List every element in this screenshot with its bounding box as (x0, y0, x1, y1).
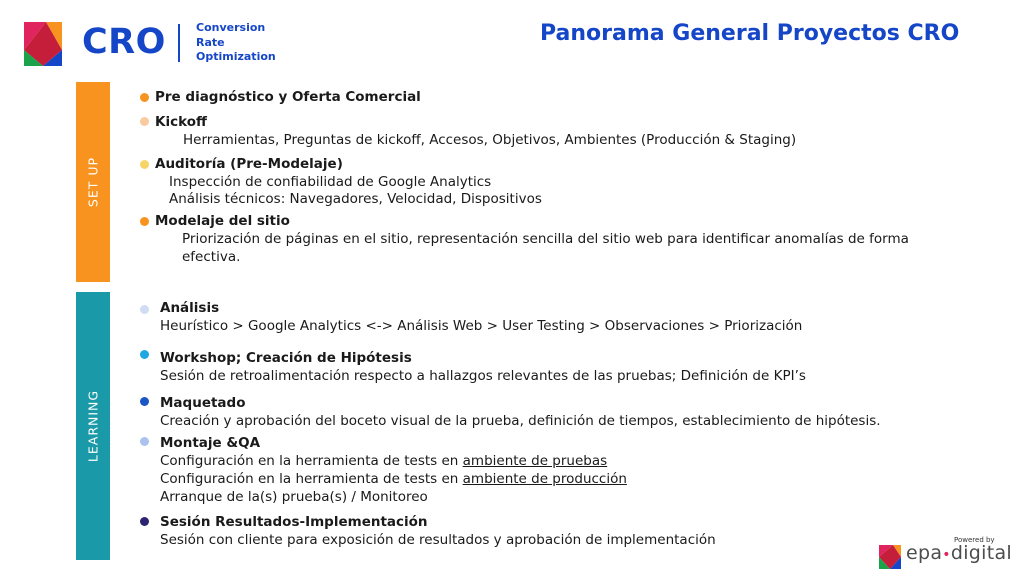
setup-section-label: SET UP (85, 156, 101, 208)
item-detail: Análisis técnicos: Navegadores, Velocidad, Dispositivos (169, 191, 542, 207)
bullet-dot-icon (140, 397, 149, 406)
item-detail: efectiva. (182, 249, 241, 265)
bullet-dot-icon (140, 160, 149, 169)
item-title: Modelaje del sitio (155, 213, 290, 229)
brand-left: epa (906, 542, 943, 564)
item-detail: Heurístico > Google Analytics <-> Análisis Web > User Testing > Observaciones > Priorización (160, 318, 803, 334)
item-detail: Inspección de confiabilidad de Google Analytics (169, 174, 492, 190)
cro-logo-icon (24, 20, 62, 66)
item-title: Sesión Resultados-Implementación (160, 514, 428, 530)
learning-section-label: LEARNING (85, 389, 101, 463)
item-title: Pre diagnóstico y Oferta Comercial (155, 89, 421, 105)
logo-subtitle-line: Rate (196, 35, 225, 49)
item-detail: Priorización de páginas en el sitio, representación sencilla del sitio web para identificar anomalías de forma (182, 231, 909, 247)
item-detail: Sesión de retroalimentación respecto a hallazgos relevantes de las pruebas; Definición de KPI’s (160, 368, 806, 384)
bullet-dot-icon (140, 117, 149, 126)
bullet-dot-icon (140, 93, 149, 102)
logo-divider (178, 24, 180, 62)
item-title: Kickoff (155, 114, 207, 130)
item-detail: Arranque de la(s) prueba(s) / Monitoreo (160, 489, 428, 505)
environment-link[interactable]: ambiente de pruebas (462, 453, 608, 469)
item-detail-prefix: Configuración en la herramienta de tests en (160, 471, 463, 487)
item-detail: Sesión con cliente para exposición de resultados y aprobación de implementación (160, 532, 716, 548)
setup-section-bar (76, 82, 110, 282)
item-detail-prefix: Configuración en la herramienta de tests en (160, 453, 463, 469)
logo-text: CRO (82, 22, 166, 62)
item-detail (160, 453, 607, 470)
item-title: Workshop; Creación de Hipótesis (160, 350, 412, 366)
bullet-dot-icon (140, 437, 149, 446)
item-title: Auditoría (Pre-Modelaje) (155, 156, 343, 172)
logo-subtitle-line: Optimization (196, 50, 276, 63)
bullet-dot-icon (140, 517, 149, 526)
item-title: Maquetado (160, 395, 246, 411)
item-detail: Creación y aprobación del boceto visual de la prueba, definición de tiempos, establecimiento de hipótesis. (160, 413, 881, 429)
item-title: Montaje &QA (160, 435, 261, 451)
logo-subtitle (196, 21, 276, 65)
brand-right: digital (950, 542, 1013, 564)
epa-digital-wordmark (906, 542, 1012, 564)
bullet-dot-icon (140, 217, 149, 226)
epa-digital-logo-icon (879, 545, 901, 569)
learning-section-bar (76, 292, 110, 560)
bullet-dot-icon (140, 350, 149, 359)
brand-dot: • (942, 547, 951, 563)
logo-subtitle-line: Conversion (196, 21, 266, 34)
item-title: Análisis (160, 300, 220, 316)
environment-link[interactable]: ambiente de producción (462, 471, 627, 487)
bullet-dot-icon (140, 305, 149, 314)
powered-by-label: Powered by (954, 536, 995, 544)
item-detail: Herramientas, Preguntas de kickoff, Accesos, Objetivos, Ambientes (Producción & Staging) (183, 132, 797, 148)
item-detail (160, 471, 627, 488)
page-title: Panorama General Proyectos CRO (540, 21, 960, 46)
